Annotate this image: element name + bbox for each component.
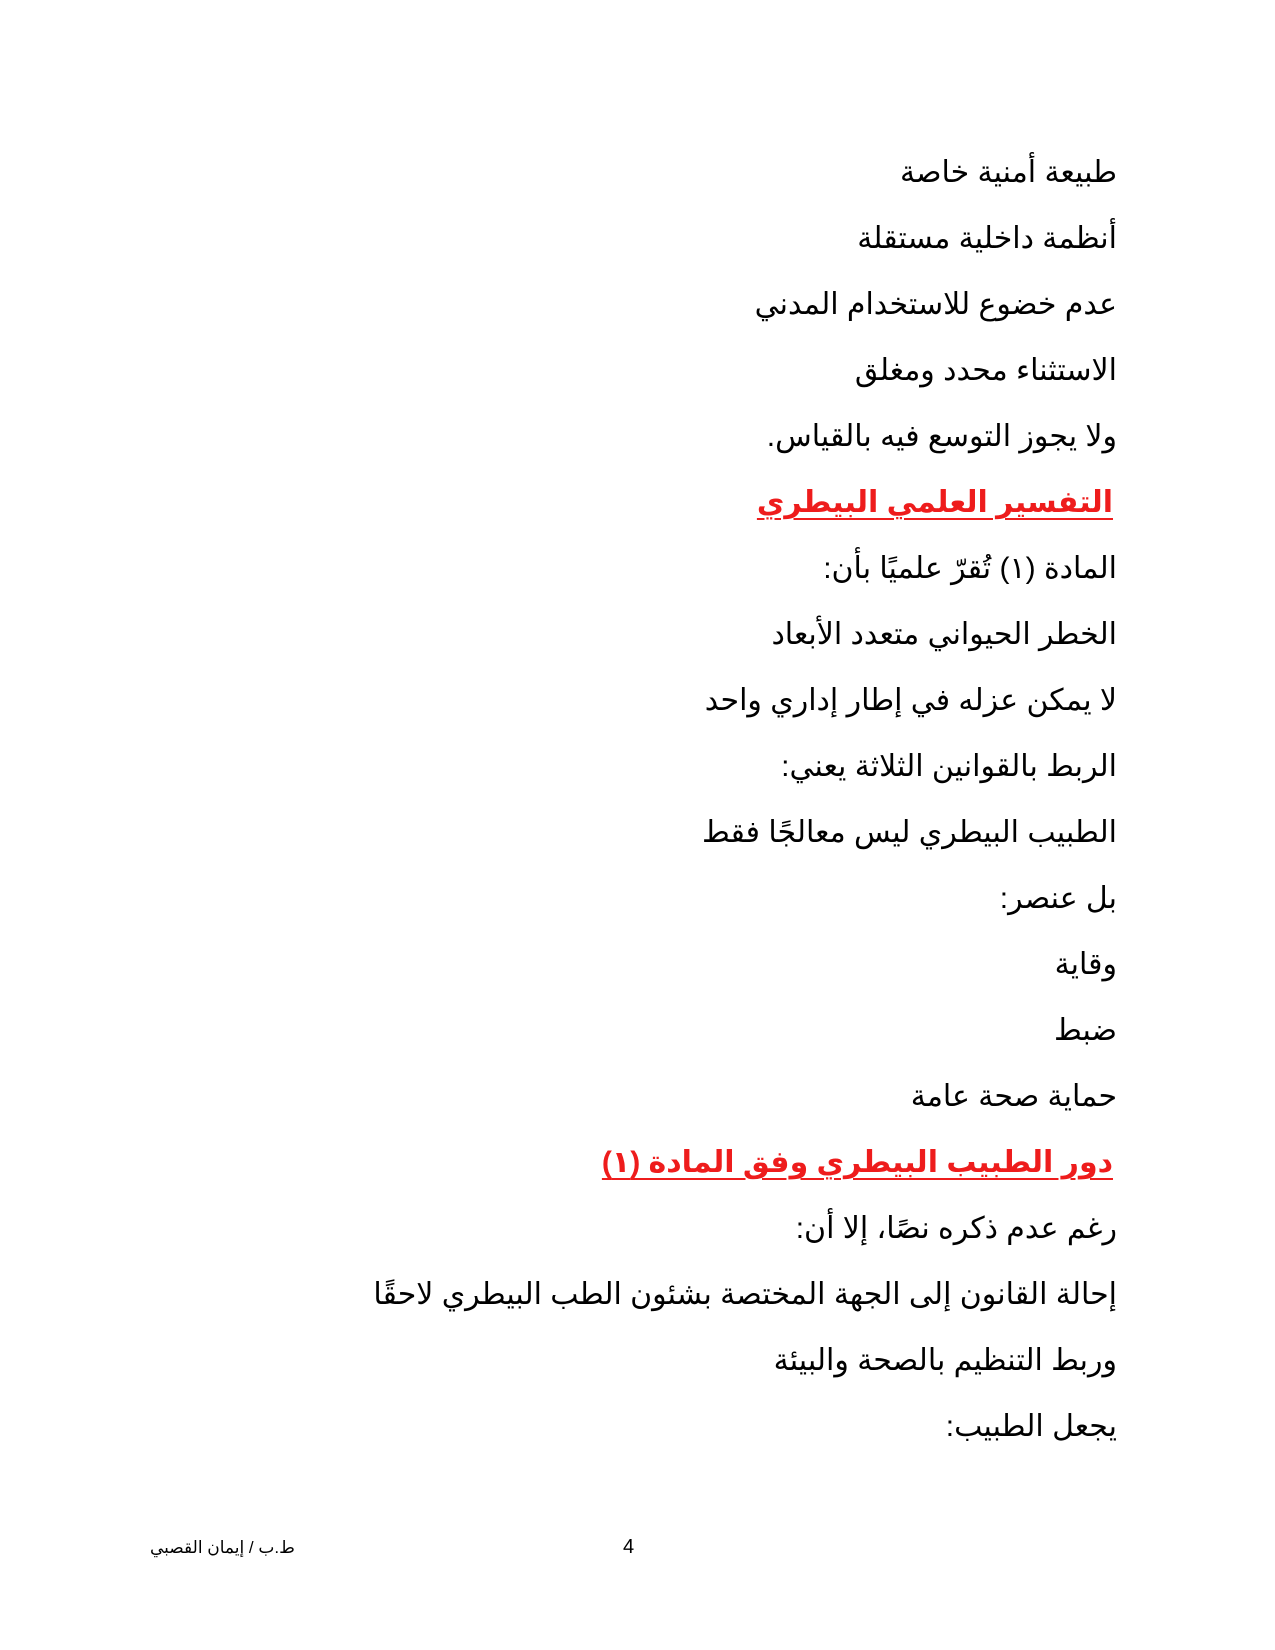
footer-author: ط.ب / إيمان القصبي xyxy=(150,1538,295,1557)
body-line: يجعل الطبيب: xyxy=(945,1410,1117,1443)
body-line: الطبيب البيطري ليس معالجًا فقط xyxy=(702,816,1117,849)
body-line: حماية صحة عامة xyxy=(910,1080,1117,1113)
body-line: وربط التنظيم بالصحة والبيئة xyxy=(773,1344,1117,1377)
body-line: عدم خضوع للاستخدام المدني xyxy=(754,288,1117,321)
body-line: أنظمة داخلية مستقلة xyxy=(857,222,1117,255)
body-line: الخطر الحيواني متعدد الأبعاد xyxy=(771,618,1117,651)
body-line: المادة (١) تُقرّ علميًا بأن: xyxy=(823,552,1117,585)
body-line: إحالة القانون إلى الجهة المختصة بشئون الطب البيطري لاحقًا xyxy=(373,1278,1117,1311)
body-line: وقاية xyxy=(1054,948,1117,981)
body-line: لا يمكن عزله في إطار إداري واحد xyxy=(704,684,1117,717)
body-line: الاستثناء محدد ومغلق xyxy=(854,354,1117,387)
body-line: ولا يجوز التوسع فيه بالقياس. xyxy=(766,420,1117,453)
body-line: الربط بالقوانين الثلاثة يعني: xyxy=(781,750,1117,783)
section-heading-scientific-interpretation: التفسير العلمي البيطري xyxy=(756,486,1113,519)
section-heading-vet-role: دور الطبيب البيطري وفق المادة (١) xyxy=(601,1146,1113,1179)
body-line: رغم عدم ذكره نصًا، إلا أن: xyxy=(795,1212,1117,1245)
page-number: 4 xyxy=(623,1536,635,1558)
body-line: ضبط xyxy=(1053,1014,1117,1047)
document-body xyxy=(217,140,1117,1460)
body-line: بل عنصر: xyxy=(999,882,1117,915)
body-line: طبيعة أمنية خاصة xyxy=(899,156,1117,189)
